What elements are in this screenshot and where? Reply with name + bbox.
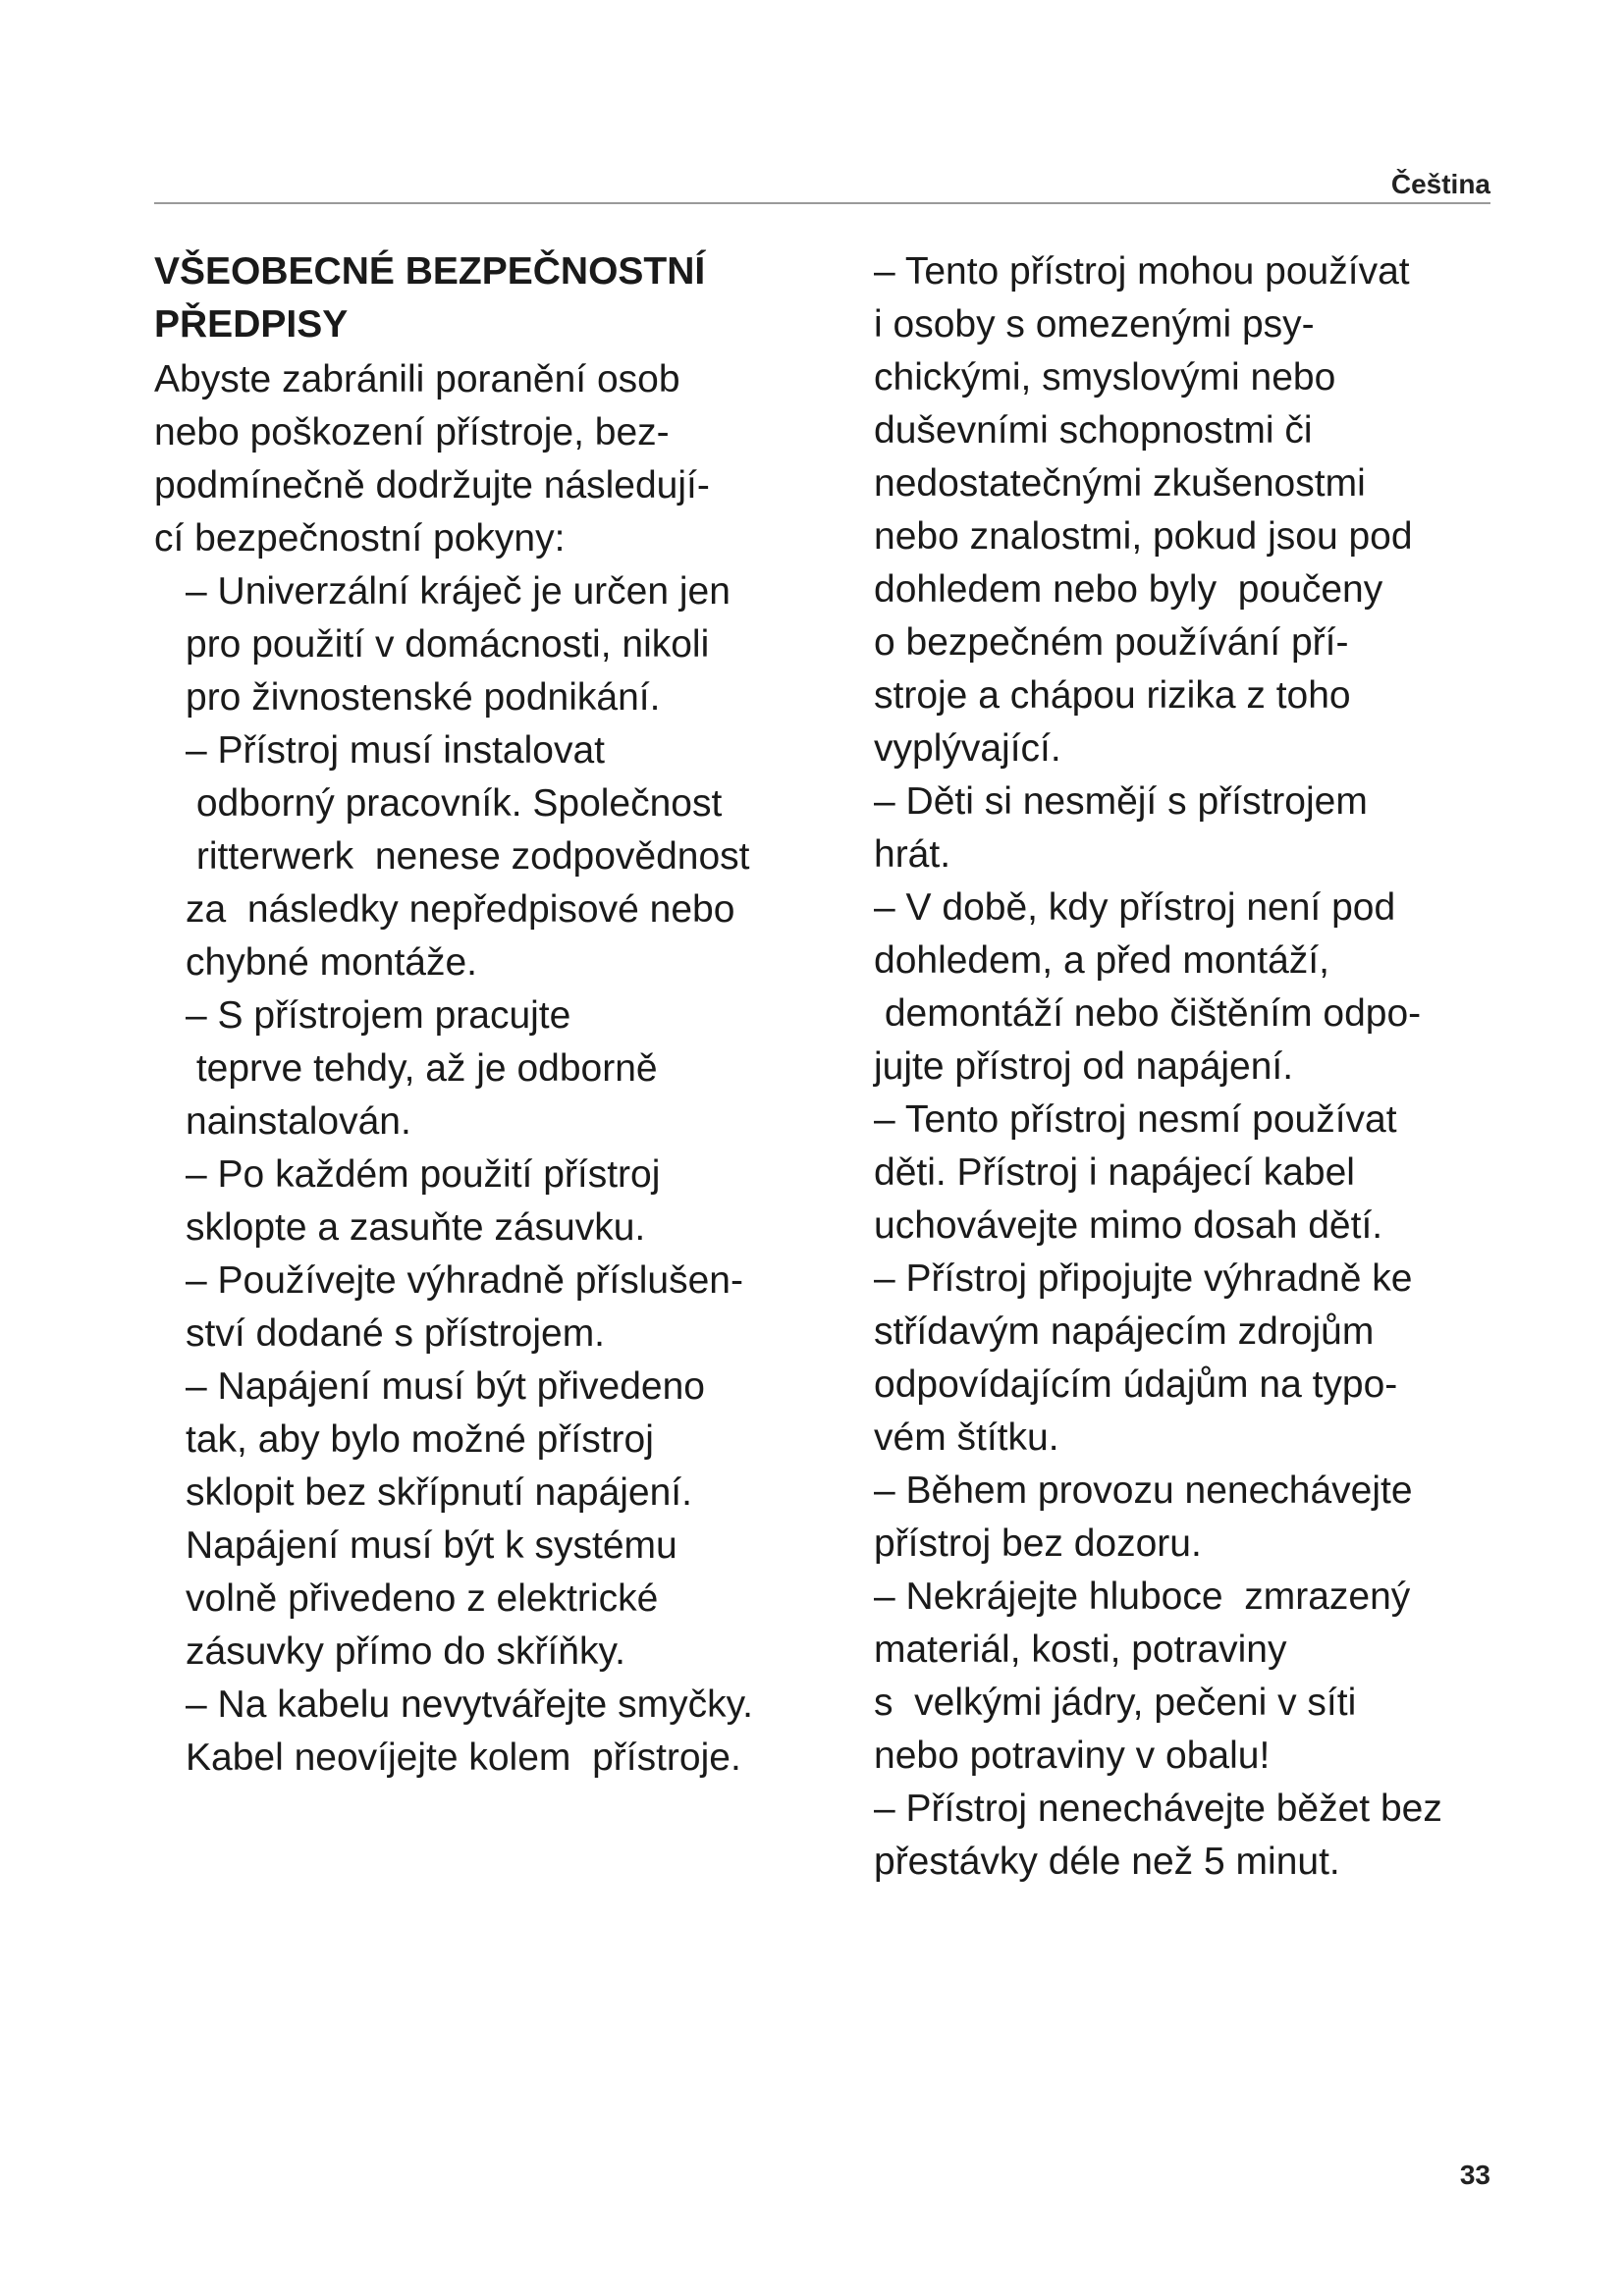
header-rule — [154, 202, 1490, 204]
text-line: – Univerzální kráječ je určen jen — [186, 570, 731, 613]
text-line: jujte přístroj od napájení. — [874, 1045, 1294, 1088]
text-line: vyplývající. — [874, 727, 1061, 770]
text-line: dohledem nebo byly poučeny — [874, 568, 1383, 611]
text-line: tak, aby bylo možné přístroj — [186, 1418, 654, 1461]
right-column — [874, 245, 1561, 1889]
text-line: s velkými jádry, pečeni v síti — [874, 1682, 1357, 1724]
text-line: za následky nepředpisové nebo — [186, 888, 735, 931]
text-line: – Přístroj připojujte výhradně ke — [874, 1257, 1413, 1300]
text-line: – Používejte výhradně příslušen- — [186, 1259, 743, 1302]
text-line: i osoby s omezenými psy- — [874, 303, 1315, 346]
text-line: nebo potraviny v obalu! — [874, 1735, 1271, 1777]
text-line: zásuvky přímo do skříňky. — [186, 1630, 625, 1673]
text-line: odpovídajícím údajům na typo- — [874, 1363, 1398, 1406]
text-line: nebo znalostmi, pokud jsou pod — [874, 515, 1413, 558]
text-line: Napájení musí být k systému — [186, 1524, 677, 1567]
text-line: sklopte a zasuňte zásuvku. — [186, 1206, 646, 1249]
heading-line: VŠEOBECNÉ BEZPEČNOSTNÍ — [154, 250, 706, 293]
text-line: nainstalován. — [186, 1100, 411, 1143]
text-line: materiál, kosti, potraviny — [874, 1629, 1287, 1671]
text-line: duševními schopnostmi či — [874, 409, 1313, 452]
text-line: uchovávejte mimo dosah dětí. — [874, 1204, 1383, 1247]
left-column — [154, 245, 841, 1785]
text-line: – Děti si nesmějí s přístrojem — [874, 780, 1368, 823]
page-number: 33 — [1459, 2160, 1490, 2190]
text-line: děti. Přístroj i napájecí kabel — [874, 1151, 1355, 1194]
text-line: ství dodané s přístrojem. — [186, 1312, 606, 1355]
text-line: přístroj bez dozoru. — [874, 1522, 1202, 1565]
text-line: – Nekrájejte hluboce zmrazený — [874, 1575, 1411, 1618]
text-line: podmínečně dodržujte následují- — [154, 464, 710, 507]
text-line: Kabel neovíjejte kolem přístroje. — [186, 1736, 741, 1779]
text-line: chickými, smyslovými nebo — [874, 356, 1336, 399]
text-line: teprve tehdy, až je odborně — [186, 1047, 658, 1090]
text-line: – Tento přístroj nesmí používat — [874, 1098, 1397, 1141]
text-line: chybné montáže. — [186, 941, 478, 984]
text-line: – Během provozu nenechávejte — [874, 1469, 1413, 1512]
section-heading — [154, 245, 841, 351]
text-line: hrát. — [874, 833, 951, 876]
heading-line: PŘEDPISY — [154, 303, 349, 346]
text-line: – V době, kdy přístroj není pod — [874, 886, 1396, 929]
safety-list — [154, 565, 841, 1785]
text-line: střídavým napájecím zdrojům — [874, 1310, 1375, 1353]
text-line: pro živnostenské podnikání. — [186, 676, 661, 719]
text-line: demontáží nebo čištěním odpo- — [874, 992, 1422, 1035]
text-line: – Napájení musí být přivedeno — [186, 1365, 705, 1408]
text-line: – S přístrojem pracujte — [186, 994, 571, 1037]
text-line: – Po každém použití přístroj — [186, 1153, 661, 1196]
text-line: nedostatečnými zkušenostmi — [874, 462, 1366, 505]
text-line: – Tento přístroj mohou používat — [874, 250, 1410, 293]
text-line: vém štítku. — [874, 1416, 1059, 1459]
text-line: – Na kabelu nevytvářejte smyčky. — [186, 1683, 754, 1726]
text-line: – Přístroj nenechávejte běžet bez — [874, 1788, 1442, 1830]
text-line: – Přístroj musí instalovat — [186, 729, 605, 772]
text-line: přestávky déle než 5 minut. — [874, 1841, 1340, 1883]
header-language: Čeština — [1390, 169, 1490, 199]
text-line: Abyste zabránili poranění osob — [154, 358, 680, 400]
text-line: odborný pracovník. Společnost — [186, 782, 723, 825]
text-line: o bezpečném používání pří- — [874, 621, 1349, 664]
text-line: volně přivedeno z elektrické — [186, 1577, 659, 1620]
intro-paragraph — [154, 353, 841, 565]
text-line: dohledem, a před montáží, — [874, 939, 1329, 982]
text-line: nebo poškození přístroje, bez- — [154, 411, 670, 454]
text-line: cí bezpečnostní pokyny: — [154, 517, 566, 560]
text-line: stroje a chápou rizika z toho — [874, 674, 1351, 717]
text-line: pro použití v domácnosti, nikoli — [186, 623, 710, 666]
text-line: sklopit bez skřípnutí napájení. — [186, 1471, 692, 1514]
text-line: ritterwerk nenese zodpovědnost — [186, 835, 750, 878]
